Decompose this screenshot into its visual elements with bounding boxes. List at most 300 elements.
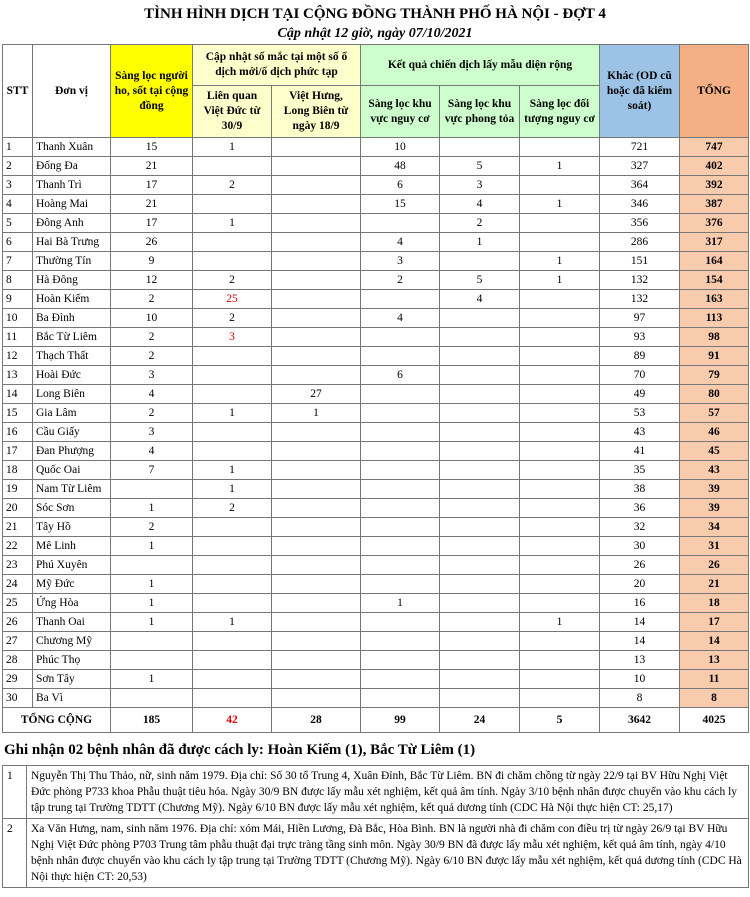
cell-viet-hung bbox=[272, 138, 361, 157]
table-row bbox=[3, 670, 749, 689]
cell-sl-doi-tuong bbox=[520, 233, 600, 252]
table-body bbox=[3, 138, 749, 708]
cell-sl-phong-toa bbox=[440, 632, 520, 651]
cell-don-vi: Bắc Từ Liêm bbox=[33, 328, 111, 347]
table-row bbox=[3, 632, 749, 651]
cell-stt: 16 bbox=[3, 423, 33, 442]
total-lien-quan-viet-duc: 42 bbox=[193, 708, 272, 733]
cell-don-vi: Thanh Oai bbox=[33, 613, 111, 632]
cell-sl-doi-tuong bbox=[520, 328, 600, 347]
cell-stt: 21 bbox=[3, 518, 33, 537]
cell-viet-hung bbox=[272, 556, 361, 575]
cell-khac: 70 bbox=[600, 366, 680, 385]
cell-viet-hung bbox=[272, 347, 361, 366]
cell-sl-phong-toa bbox=[440, 670, 520, 689]
cell-tong: 113 bbox=[680, 309, 749, 328]
table-row bbox=[3, 404, 749, 423]
cell-sl-nguy-co: 6 bbox=[361, 176, 440, 195]
cell-tong: 46 bbox=[680, 423, 749, 442]
cell-lien-quan-viet-duc bbox=[193, 442, 272, 461]
cell-don-vi: Thường Tín bbox=[33, 252, 111, 271]
header-tong: TỔNG bbox=[680, 45, 749, 138]
cell-sl-phong-toa: 5 bbox=[440, 271, 520, 290]
cell-don-vi: Hoài Đức bbox=[33, 366, 111, 385]
cell-viet-hung bbox=[272, 442, 361, 461]
cell-sang-loc: 2 bbox=[111, 518, 193, 537]
cell-viet-hung bbox=[272, 309, 361, 328]
cell-sl-phong-toa bbox=[440, 385, 520, 404]
cell-khac: 38 bbox=[600, 480, 680, 499]
total-sang-loc: 185 bbox=[111, 708, 193, 733]
cell-tong: 17 bbox=[680, 613, 749, 632]
cell-lien-quan-viet-duc bbox=[193, 366, 272, 385]
cell-sl-phong-toa bbox=[440, 651, 520, 670]
note-number: 2 bbox=[3, 819, 27, 888]
cell-tong: 376 bbox=[680, 214, 749, 233]
page-title: TÌNH HÌNH DỊCH TẠI CỘNG ĐỒNG THÀNH PHỐ HÀ NỘI - ĐỢT 4 bbox=[144, 6, 606, 22]
cell-sl-phong-toa bbox=[440, 613, 520, 632]
cell-sl-doi-tuong bbox=[520, 385, 600, 404]
cell-sl-doi-tuong: 1 bbox=[520, 613, 600, 632]
cell-lien-quan-viet-duc: 2 bbox=[193, 309, 272, 328]
cell-stt: 28 bbox=[3, 651, 33, 670]
cell-sl-phong-toa: 3 bbox=[440, 176, 520, 195]
cell-sang-loc: 2 bbox=[111, 347, 193, 366]
cell-sl-nguy-co bbox=[361, 385, 440, 404]
cell-sl-phong-toa bbox=[440, 689, 520, 708]
cell-viet-hung bbox=[272, 461, 361, 480]
cell-don-vi: Nam Từ Liêm bbox=[33, 480, 111, 499]
cell-tong: 747 bbox=[680, 138, 749, 157]
cell-stt: 9 bbox=[3, 290, 33, 309]
cell-lien-quan-viet-duc: 25 bbox=[193, 290, 272, 309]
cell-viet-hung bbox=[272, 328, 361, 347]
cell-sl-doi-tuong bbox=[520, 347, 600, 366]
cell-viet-hung bbox=[272, 594, 361, 613]
cell-sang-loc: 1 bbox=[111, 499, 193, 518]
cell-sl-doi-tuong: 1 bbox=[520, 252, 600, 271]
note-title: Ghi nhận 02 bệnh nhân đã được cách ly: Hoàn Kiếm (1), Bắc Từ Liêm (1) bbox=[4, 742, 476, 758]
cell-sl-doi-tuong bbox=[520, 442, 600, 461]
cell-don-vi: Long Biên bbox=[33, 385, 111, 404]
cell-sl-nguy-co bbox=[361, 670, 440, 689]
cell-don-vi: Đống Đa bbox=[33, 157, 111, 176]
cell-sl-doi-tuong bbox=[520, 556, 600, 575]
cell-tong: 402 bbox=[680, 157, 749, 176]
cell-sl-nguy-co bbox=[361, 214, 440, 233]
cell-stt: 1 bbox=[3, 138, 33, 157]
cell-sl-nguy-co bbox=[361, 556, 440, 575]
cell-sang-loc: 1 bbox=[111, 594, 193, 613]
cell-khac: 13 bbox=[600, 651, 680, 670]
cell-sl-nguy-co: 10 bbox=[361, 138, 440, 157]
cell-tong: 392 bbox=[680, 176, 749, 195]
cell-tong: 34 bbox=[680, 518, 749, 537]
cell-tong: 11 bbox=[680, 670, 749, 689]
cell-lien-quan-viet-duc bbox=[193, 157, 272, 176]
cell-khac: 14 bbox=[600, 613, 680, 632]
cell-sl-phong-toa bbox=[440, 423, 520, 442]
cell-lien-quan-viet-duc bbox=[193, 594, 272, 613]
table-row bbox=[3, 366, 749, 385]
table-row bbox=[3, 594, 749, 613]
cell-stt: 18 bbox=[3, 461, 33, 480]
cell-stt: 11 bbox=[3, 328, 33, 347]
page-subtitle: Cập nhật 12 giờ, ngày 07/10/2021 bbox=[277, 26, 473, 41]
cell-sang-loc: 26 bbox=[111, 233, 193, 252]
cell-lien-quan-viet-duc bbox=[193, 632, 272, 651]
cell-khac: 30 bbox=[600, 537, 680, 556]
cell-viet-hung: 1 bbox=[272, 404, 361, 423]
cell-sl-nguy-co: 1 bbox=[361, 594, 440, 613]
cell-sl-nguy-co bbox=[361, 689, 440, 708]
cell-sl-doi-tuong bbox=[520, 480, 600, 499]
cell-tong: 387 bbox=[680, 195, 749, 214]
cell-don-vi: Hai Bà Trưng bbox=[33, 233, 111, 252]
cell-khac: 346 bbox=[600, 195, 680, 214]
cell-sl-phong-toa bbox=[440, 594, 520, 613]
cell-khac: 16 bbox=[600, 594, 680, 613]
cell-viet-hung bbox=[272, 499, 361, 518]
cell-sl-phong-toa: 4 bbox=[440, 290, 520, 309]
cell-viet-hung bbox=[272, 613, 361, 632]
cell-sl-doi-tuong bbox=[520, 689, 600, 708]
cell-stt: 5 bbox=[3, 214, 33, 233]
cell-don-vi: Thanh Xuân bbox=[33, 138, 111, 157]
cell-sang-loc: 1 bbox=[111, 670, 193, 689]
cell-sang-loc: 21 bbox=[111, 157, 193, 176]
cell-khac: 10 bbox=[600, 670, 680, 689]
cell-sl-nguy-co bbox=[361, 290, 440, 309]
cell-sang-loc: 3 bbox=[111, 423, 193, 442]
cell-stt: 12 bbox=[3, 347, 33, 366]
header-don-vi: Đơn vị bbox=[33, 45, 111, 138]
cell-don-vi: Mỹ Đức bbox=[33, 575, 111, 594]
cell-sl-doi-tuong bbox=[520, 176, 600, 195]
table-row bbox=[3, 252, 749, 271]
cell-sl-doi-tuong bbox=[520, 138, 600, 157]
cell-viet-hung bbox=[272, 423, 361, 442]
table-row bbox=[3, 233, 749, 252]
header-cap-nhat: Cập nhật số mắc tại một số ổ dịch mới/ổ dịch phức tạp bbox=[193, 45, 361, 86]
cell-tong: 21 bbox=[680, 575, 749, 594]
cell-sl-nguy-co: 4 bbox=[361, 309, 440, 328]
header-sl-phong-toa: Sàng lọc khu vực phong tỏa bbox=[440, 86, 520, 138]
table-row bbox=[3, 385, 749, 404]
table-row bbox=[3, 537, 749, 556]
cell-don-vi: Quốc Oai bbox=[33, 461, 111, 480]
cell-sl-doi-tuong bbox=[520, 290, 600, 309]
cell-khac: 721 bbox=[600, 138, 680, 157]
cell-don-vi: Hoàng Mai bbox=[33, 195, 111, 214]
cell-sang-loc bbox=[111, 689, 193, 708]
cell-lien-quan-viet-duc bbox=[193, 575, 272, 594]
cell-sl-nguy-co bbox=[361, 651, 440, 670]
cell-sang-loc: 2 bbox=[111, 404, 193, 423]
cell-stt: 2 bbox=[3, 157, 33, 176]
cell-sang-loc: 21 bbox=[111, 195, 193, 214]
cell-tong: 8 bbox=[680, 689, 749, 708]
cell-sang-loc bbox=[111, 632, 193, 651]
cell-sl-phong-toa bbox=[440, 404, 520, 423]
cell-khac: 26 bbox=[600, 556, 680, 575]
cell-sl-nguy-co: 15 bbox=[361, 195, 440, 214]
cell-sl-nguy-co bbox=[361, 442, 440, 461]
header-lien-quan-viet-duc: Liên quan Việt Đức từ 30/9 bbox=[193, 86, 272, 138]
cell-don-vi: Phú Xuyên bbox=[33, 556, 111, 575]
cell-sang-loc: 1 bbox=[111, 575, 193, 594]
cell-sl-nguy-co: 2 bbox=[361, 271, 440, 290]
cell-khac: 43 bbox=[600, 423, 680, 442]
cell-don-vi: Cầu Giấy bbox=[33, 423, 111, 442]
cases-table bbox=[2, 44, 749, 733]
cell-sang-loc: 4 bbox=[111, 385, 193, 404]
cell-khac: 132 bbox=[600, 290, 680, 309]
header-sl-doi-tuong: Sàng lọc đối tượng nguy cơ bbox=[520, 86, 600, 138]
cell-don-vi: Sơn Tây bbox=[33, 670, 111, 689]
total-viet-hung: 28 bbox=[272, 708, 361, 733]
cell-sl-phong-toa bbox=[440, 556, 520, 575]
table-row bbox=[3, 518, 749, 537]
cell-lien-quan-viet-duc: 2 bbox=[193, 499, 272, 518]
cell-tong: 45 bbox=[680, 442, 749, 461]
cell-stt: 26 bbox=[3, 613, 33, 632]
cell-stt: 8 bbox=[3, 271, 33, 290]
cell-stt: 30 bbox=[3, 689, 33, 708]
cell-stt: 14 bbox=[3, 385, 33, 404]
totals-label: TỔNG CỘNG bbox=[3, 708, 111, 733]
cell-lien-quan-viet-duc: 2 bbox=[193, 271, 272, 290]
cell-sl-doi-tuong: 1 bbox=[520, 271, 600, 290]
table-row bbox=[3, 480, 749, 499]
cell-viet-hung bbox=[272, 632, 361, 651]
cell-viet-hung bbox=[272, 157, 361, 176]
cell-sl-doi-tuong bbox=[520, 366, 600, 385]
cell-sang-loc: 10 bbox=[111, 309, 193, 328]
totals-row bbox=[3, 708, 749, 733]
cell-tong: 98 bbox=[680, 328, 749, 347]
cell-lien-quan-viet-duc: 2 bbox=[193, 176, 272, 195]
cell-lien-quan-viet-duc: 1 bbox=[193, 138, 272, 157]
cell-sl-nguy-co bbox=[361, 537, 440, 556]
cell-sl-phong-toa bbox=[440, 499, 520, 518]
cell-sl-phong-toa bbox=[440, 537, 520, 556]
cell-sl-phong-toa bbox=[440, 309, 520, 328]
cell-khac: 14 bbox=[600, 632, 680, 651]
cell-sang-loc: 1 bbox=[111, 537, 193, 556]
cell-sl-nguy-co bbox=[361, 423, 440, 442]
cell-sl-nguy-co bbox=[361, 632, 440, 651]
cell-viet-hung: 27 bbox=[272, 385, 361, 404]
cell-sl-phong-toa bbox=[440, 480, 520, 499]
cell-don-vi: Thanh Trì bbox=[33, 176, 111, 195]
cell-khac: 20 bbox=[600, 575, 680, 594]
cell-sl-doi-tuong bbox=[520, 214, 600, 233]
cell-tong: 18 bbox=[680, 594, 749, 613]
cell-don-vi: Tây Hồ bbox=[33, 518, 111, 537]
cell-don-vi: Hoàn Kiếm bbox=[33, 290, 111, 309]
cell-sl-doi-tuong bbox=[520, 309, 600, 328]
cell-sl-nguy-co bbox=[361, 480, 440, 499]
table-row bbox=[3, 309, 749, 328]
cell-khac: 356 bbox=[600, 214, 680, 233]
cell-stt: 27 bbox=[3, 632, 33, 651]
cell-lien-quan-viet-duc bbox=[193, 347, 272, 366]
cell-sl-phong-toa bbox=[440, 328, 520, 347]
cell-khac: 93 bbox=[600, 328, 680, 347]
note-row bbox=[3, 766, 749, 819]
cell-sang-loc bbox=[111, 651, 193, 670]
cell-viet-hung bbox=[272, 290, 361, 309]
cell-viet-hung bbox=[272, 537, 361, 556]
cell-lien-quan-viet-duc: 1 bbox=[193, 214, 272, 233]
cell-sl-phong-toa bbox=[440, 575, 520, 594]
header-khac: Khác (OD cũ hoặc đã kiểm soát) bbox=[600, 45, 680, 138]
cell-stt: 13 bbox=[3, 366, 33, 385]
table-row bbox=[3, 347, 749, 366]
note-number: 1 bbox=[3, 766, 27, 819]
cell-khac: 327 bbox=[600, 157, 680, 176]
table-row bbox=[3, 271, 749, 290]
cell-stt: 15 bbox=[3, 404, 33, 423]
cell-lien-quan-viet-duc bbox=[193, 651, 272, 670]
cell-sl-doi-tuong: 1 bbox=[520, 195, 600, 214]
notes-table bbox=[2, 765, 749, 888]
total-khac: 3642 bbox=[600, 708, 680, 733]
header-ket-qua: Kết quả chiến dịch lấy mẫu diện rộng bbox=[361, 45, 600, 86]
cell-sl-doi-tuong bbox=[520, 499, 600, 518]
cell-sl-phong-toa bbox=[440, 442, 520, 461]
table-row bbox=[3, 556, 749, 575]
cell-viet-hung bbox=[272, 214, 361, 233]
cell-tong: 164 bbox=[680, 252, 749, 271]
cell-sl-doi-tuong bbox=[520, 518, 600, 537]
cell-sang-loc: 12 bbox=[111, 271, 193, 290]
cell-sl-doi-tuong bbox=[520, 575, 600, 594]
cell-lien-quan-viet-duc bbox=[193, 195, 272, 214]
cell-sl-nguy-co bbox=[361, 404, 440, 423]
cell-sang-loc bbox=[111, 556, 193, 575]
table-row bbox=[3, 157, 749, 176]
cell-don-vi: Phúc Thọ bbox=[33, 651, 111, 670]
note-text: Xa Văn Hưng, nam, sinh năm 1976. Địa chỉ: xóm Mái, Hiền Lương, Đà Bắc, Hòa Bình. BN là người nhà đi chăm con điều trị từ ngày 26/9 tại BV Hữu Nghị Việt Đức phòng P703 Trung tâm phẫu thuật đại trực tràng tầng sinh môn. Ngày 30/9 BN đã được lấy mẫu xét nghiệm, kết quả âm tính, ngày 4/10 bệnh nhân được chuyển vào khu cách ly tập trung tại Trường TDTT (Chương Mỹ). Ngày 6/10 BN được lấy mẫu xét nghiệm, kết quả dương tính (CDC Hà Nội thực hiện CT: 20,53) bbox=[27, 819, 749, 888]
cell-sl-nguy-co bbox=[361, 499, 440, 518]
cell-stt: 3 bbox=[3, 176, 33, 195]
cell-sang-loc: 2 bbox=[111, 290, 193, 309]
cell-don-vi: Ba Đình bbox=[33, 309, 111, 328]
cell-sang-loc: 17 bbox=[111, 214, 193, 233]
note-row bbox=[3, 819, 749, 888]
table-row bbox=[3, 442, 749, 461]
cell-sang-loc: 9 bbox=[111, 252, 193, 271]
table-row bbox=[3, 575, 749, 594]
cell-tong: 39 bbox=[680, 499, 749, 518]
cell-sl-nguy-co: 3 bbox=[361, 252, 440, 271]
cell-viet-hung bbox=[272, 176, 361, 195]
cell-sl-doi-tuong bbox=[520, 632, 600, 651]
cell-viet-hung bbox=[272, 195, 361, 214]
cell-stt: 19 bbox=[3, 480, 33, 499]
cell-sl-doi-tuong bbox=[520, 461, 600, 480]
cell-tong: 43 bbox=[680, 461, 749, 480]
cell-tong: 13 bbox=[680, 651, 749, 670]
cell-stt: 25 bbox=[3, 594, 33, 613]
cell-lien-quan-viet-duc bbox=[193, 556, 272, 575]
cell-lien-quan-viet-duc: 3 bbox=[193, 328, 272, 347]
cell-lien-quan-viet-duc bbox=[193, 518, 272, 537]
cell-khac: 89 bbox=[600, 347, 680, 366]
cell-don-vi: Hà Đông bbox=[33, 271, 111, 290]
cell-stt: 24 bbox=[3, 575, 33, 594]
cell-stt: 6 bbox=[3, 233, 33, 252]
cell-sl-phong-toa bbox=[440, 366, 520, 385]
header-stt: STT bbox=[3, 45, 33, 138]
cell-sl-nguy-co bbox=[361, 347, 440, 366]
cell-stt: 20 bbox=[3, 499, 33, 518]
total-sl-phong-toa: 24 bbox=[440, 708, 520, 733]
cell-tong: 39 bbox=[680, 480, 749, 499]
cell-sl-doi-tuong bbox=[520, 594, 600, 613]
cell-sl-nguy-co bbox=[361, 518, 440, 537]
cell-viet-hung bbox=[272, 518, 361, 537]
cell-don-vi: Ba Vì bbox=[33, 689, 111, 708]
table-row bbox=[3, 328, 749, 347]
cell-tong: 57 bbox=[680, 404, 749, 423]
cell-sl-phong-toa: 1 bbox=[440, 233, 520, 252]
cell-tong: 91 bbox=[680, 347, 749, 366]
header-viet-hung: Việt Hưng, Long Biên từ ngày 18/9 bbox=[272, 86, 361, 138]
cell-tong: 79 bbox=[680, 366, 749, 385]
cell-don-vi: Đông Anh bbox=[33, 214, 111, 233]
cell-lien-quan-viet-duc bbox=[193, 689, 272, 708]
cell-khac: 35 bbox=[600, 461, 680, 480]
cell-tong: 317 bbox=[680, 233, 749, 252]
cell-sl-nguy-co bbox=[361, 461, 440, 480]
cell-sl-nguy-co bbox=[361, 613, 440, 632]
cell-stt: 22 bbox=[3, 537, 33, 556]
cell-sl-phong-toa: 2 bbox=[440, 214, 520, 233]
cell-sl-doi-tuong bbox=[520, 404, 600, 423]
total-sl-nguy-co: 99 bbox=[361, 708, 440, 733]
cell-sl-phong-toa bbox=[440, 518, 520, 537]
cell-tong: 163 bbox=[680, 290, 749, 309]
table-row bbox=[3, 176, 749, 195]
cell-viet-hung bbox=[272, 575, 361, 594]
cell-tong: 14 bbox=[680, 632, 749, 651]
cell-lien-quan-viet-duc: 1 bbox=[193, 461, 272, 480]
cell-viet-hung bbox=[272, 480, 361, 499]
cell-khac: 8 bbox=[600, 689, 680, 708]
cell-sl-nguy-co: 48 bbox=[361, 157, 440, 176]
table-row bbox=[3, 290, 749, 309]
cell-khac: 36 bbox=[600, 499, 680, 518]
cell-sl-nguy-co: 6 bbox=[361, 366, 440, 385]
cell-khac: 49 bbox=[600, 385, 680, 404]
cell-viet-hung bbox=[272, 271, 361, 290]
cell-sl-doi-tuong bbox=[520, 423, 600, 442]
cell-sl-nguy-co bbox=[361, 575, 440, 594]
table-row bbox=[3, 195, 749, 214]
cell-don-vi: Chương Mỹ bbox=[33, 632, 111, 651]
note-text: Nguyễn Thị Thu Thảo, nữ, sinh năm 1979. Địa chỉ: Số 30 tổ Trung 4, Xuân Đỉnh, Bắc Từ Liêm. BN đi chăm chồng từ ngày 22/9 tại BV Hữu Nghị Việt Đức phòng P733 khoa Phẫu thuật tiêu hóa. Ngày 30/9 BN được lấy mẫu xét nghiệm, kết quả âm tính. Ngày 3/10 bệnh nhân được chuyển vào khu cách ly tập trung tại Trường TDTT (Chương Mỹ). Ngày 6/10 BN được lấy mẫu xét nghiệm, kết quả dương tính (CDC Hà Nội thực hiện CT: 25,17) bbox=[27, 766, 749, 819]
cell-don-vi: Gia Lâm bbox=[33, 404, 111, 423]
cell-viet-hung bbox=[272, 252, 361, 271]
cell-sl-phong-toa bbox=[440, 252, 520, 271]
cell-viet-hung bbox=[272, 670, 361, 689]
table-row bbox=[3, 138, 749, 157]
cell-tong: 26 bbox=[680, 556, 749, 575]
cell-sang-loc: 15 bbox=[111, 138, 193, 157]
